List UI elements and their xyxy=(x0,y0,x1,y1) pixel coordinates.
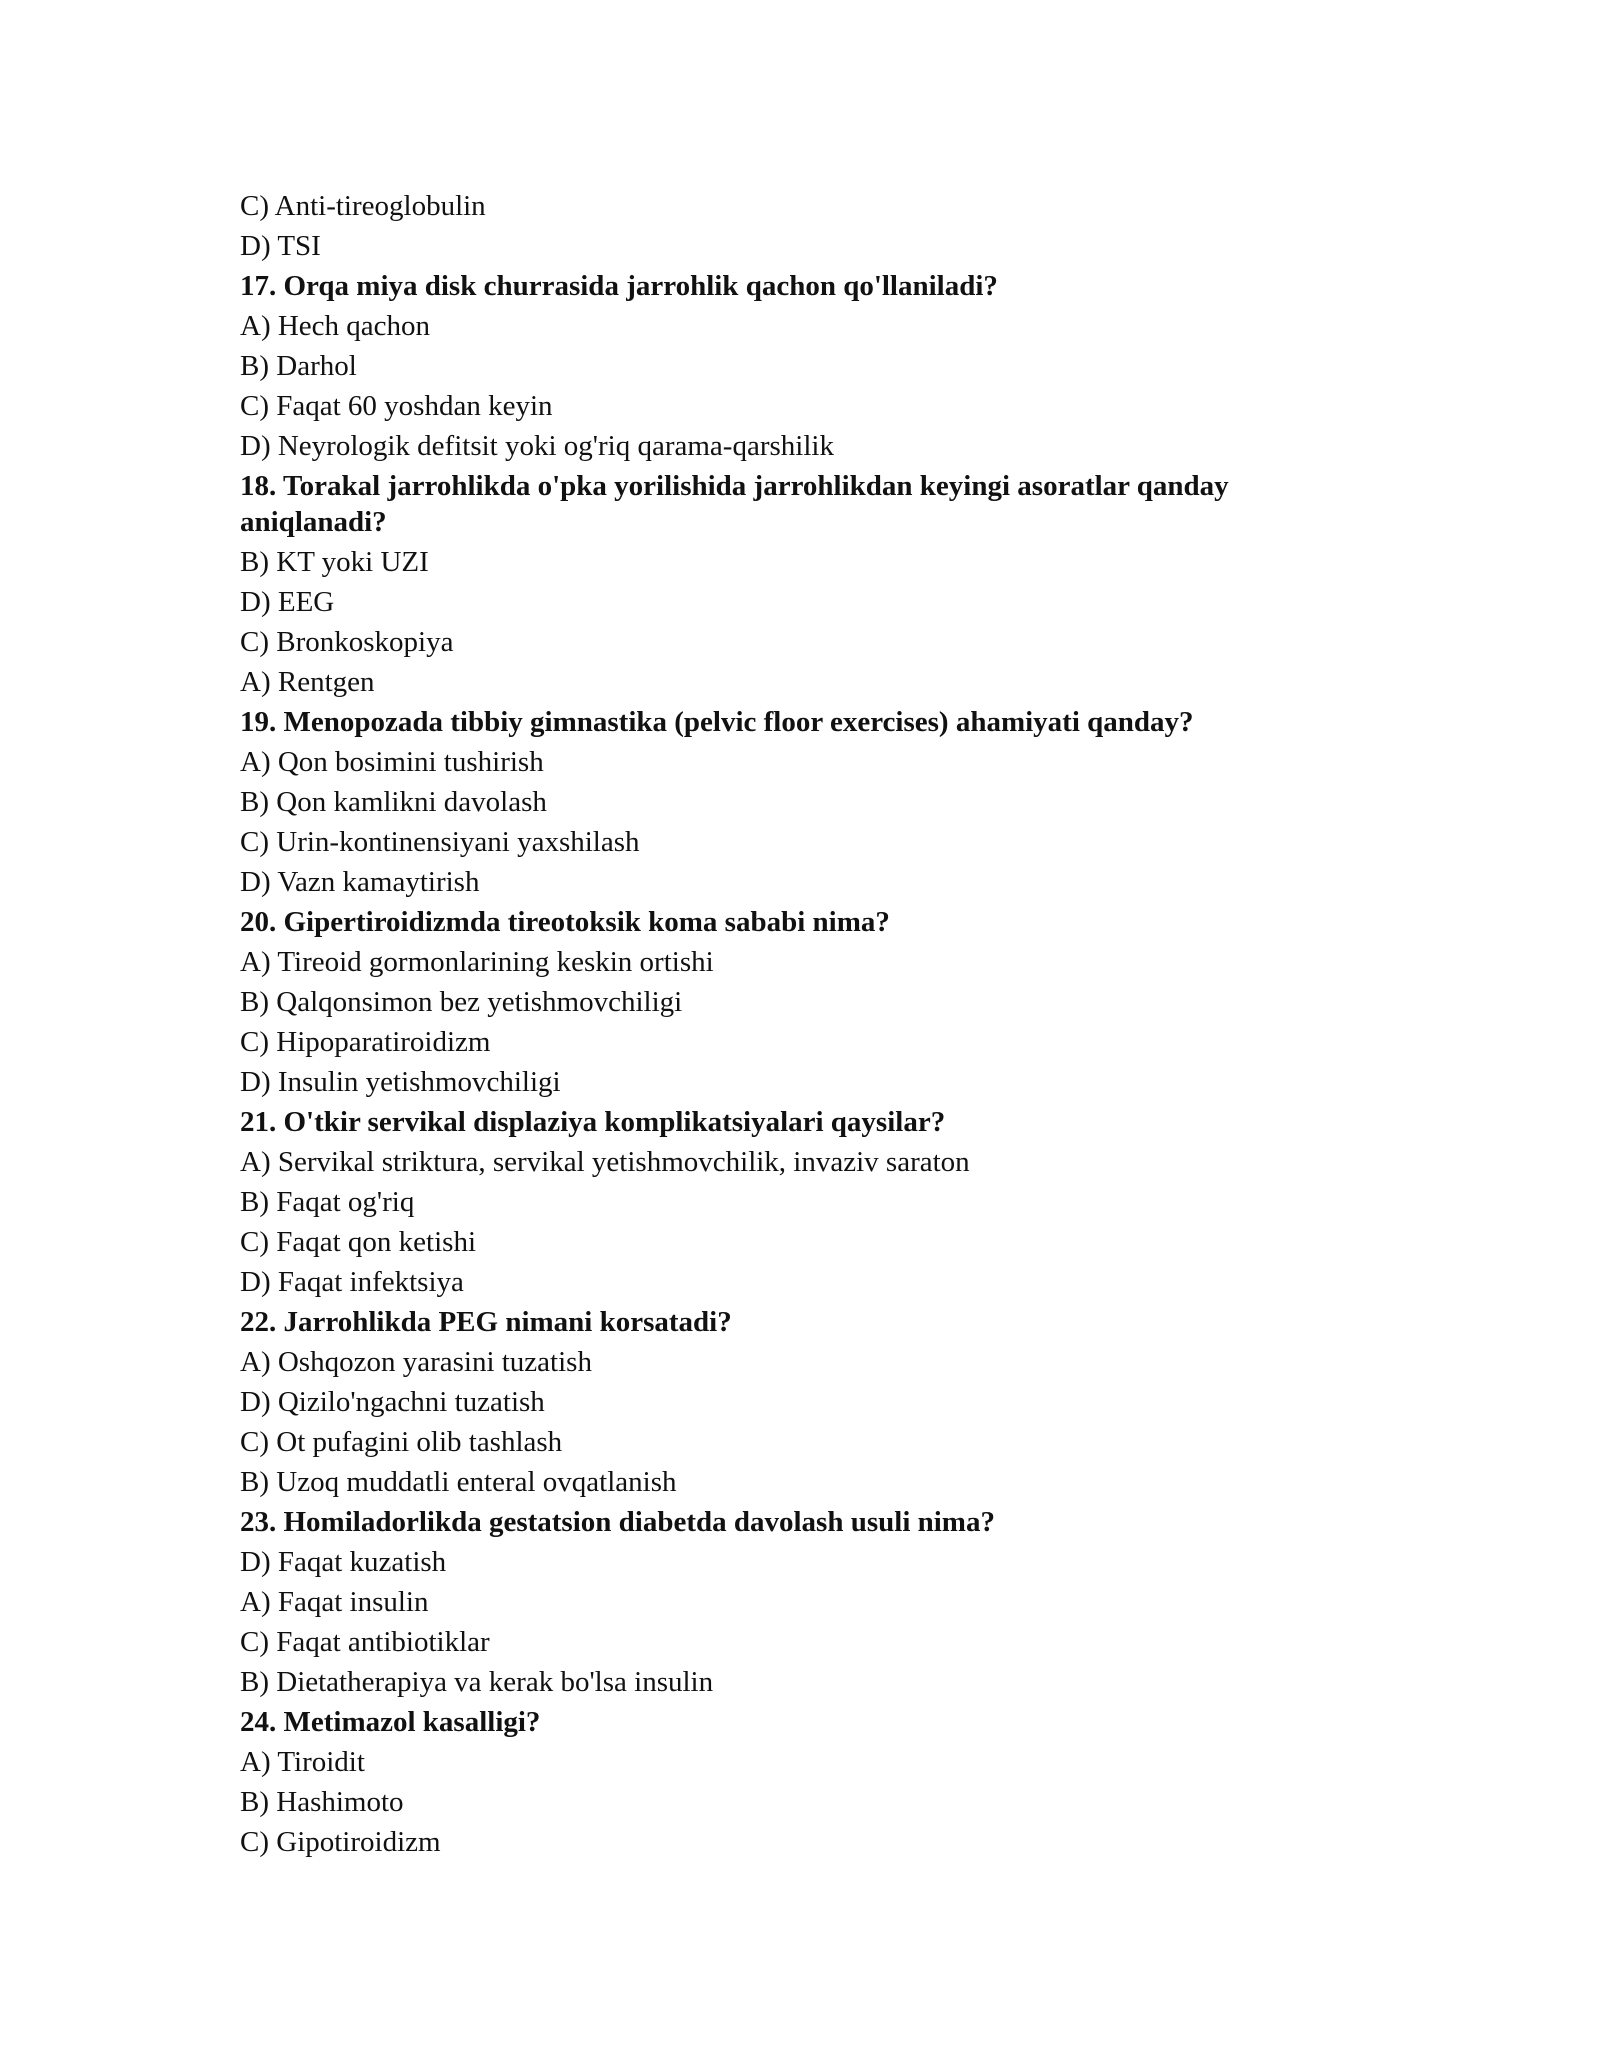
answer-option: B) Dietatherapiya va kerak bo'lsa insulin xyxy=(240,1666,714,1698)
answer-option: A) Faqat insulin xyxy=(240,1586,429,1618)
answer-option: C) Anti-tireoglobulin xyxy=(240,190,486,222)
answer-option: C) Bronkoskopiya xyxy=(240,626,454,658)
leading-options xyxy=(240,186,1360,266)
answer-option: D) Faqat kuzatish xyxy=(240,1546,447,1578)
question-text: 17. Orqa miya disk churrasida jarrohlik qachon qo'llaniladi? xyxy=(240,270,998,302)
question-text: 18. Torakal jarrohlikda o'pka yorilishida jarrohlikdan keyingi asoratlar qanday aniqlanadi? xyxy=(240,470,1229,538)
question-24 xyxy=(240,1702,1360,1862)
answer-option: A) Servikal striktura, servikal yetishmovchilik, invaziv saraton xyxy=(240,1146,970,1178)
answer-option: A) Rentgen xyxy=(240,666,375,698)
answer-option: C) Hipoparatiroidizm xyxy=(240,1026,491,1058)
answer-option: A) Oshqozon yarasini tuzatish xyxy=(240,1346,592,1378)
question-23 xyxy=(240,1502,1360,1702)
answer-option: D) Faqat infektsiya xyxy=(240,1266,464,1298)
answer-option: C) Gipotiroidizm xyxy=(240,1826,441,1858)
answer-option: B) Uzoq muddatli enteral ovqatlanish xyxy=(240,1466,677,1498)
question-19 xyxy=(240,702,1360,902)
answer-option: D) Insulin yetishmovchiligi xyxy=(240,1066,561,1098)
question-text: 23. Homiladorlikda gestatsion diabetda davolash usuli nima? xyxy=(240,1506,995,1538)
question-22 xyxy=(240,1302,1360,1502)
answer-option: D) TSI xyxy=(240,230,321,262)
answer-option: A) Qon bosimini tushirish xyxy=(240,746,544,778)
answer-option: B) Qon kamlikni davolash xyxy=(240,786,547,818)
answer-option: B) Qalqonsimon bez yetishmovchiligi xyxy=(240,986,683,1018)
question-18 xyxy=(240,468,1360,702)
question-text: 24. Metimazol kasalligi? xyxy=(240,1706,541,1738)
answer-option: D) Qizilo'ngachni tuzatish xyxy=(240,1386,545,1418)
answer-option: A) Tireoid gormonlarining keskin ortishi xyxy=(240,946,714,978)
question-20 xyxy=(240,902,1360,1102)
answer-option: A) Hech qachon xyxy=(240,310,431,342)
answer-option: C) Ot pufagini olib tashlash xyxy=(240,1426,563,1458)
answer-option: B) Darhol xyxy=(240,350,357,382)
answer-option: D) Vazn kamaytirish xyxy=(240,866,480,898)
question-text: 19. Menopozada tibbiy gimnastika (pelvic floor exercises) ahamiyati qanday? xyxy=(240,706,1194,738)
question-text: 20. Gipertiroidizmda tireotoksik koma sababi nima? xyxy=(240,906,890,938)
answer-option: A) Tiroidit xyxy=(240,1746,365,1778)
answer-option: C) Faqat qon ketishi xyxy=(240,1226,477,1258)
answer-option: C) Faqat antibiotiklar xyxy=(240,1626,490,1658)
question-21 xyxy=(240,1102,1360,1302)
answer-option: C) Urin-kontinensiyani yaxshilash xyxy=(240,826,640,858)
answer-option: B) Faqat og'riq xyxy=(240,1186,415,1218)
question-text: 22. Jarrohlikda PEG nimani korsatadi? xyxy=(240,1306,732,1338)
answer-option: C) Faqat 60 yoshdan keyin xyxy=(240,390,553,422)
answer-option: D) EEG xyxy=(240,586,335,618)
question-text: 21. O'tkir servikal displaziya komplikatsiyalari qaysilar? xyxy=(240,1106,946,1138)
answer-option: B) Hashimoto xyxy=(240,1786,404,1818)
answer-option: D) Neyrologik defitsit yoki og'riq qarama-qarshilik xyxy=(240,430,834,462)
document-page xyxy=(240,186,1360,1862)
question-17 xyxy=(240,266,1360,466)
answer-option: B) KT yoki UZI xyxy=(240,546,429,578)
